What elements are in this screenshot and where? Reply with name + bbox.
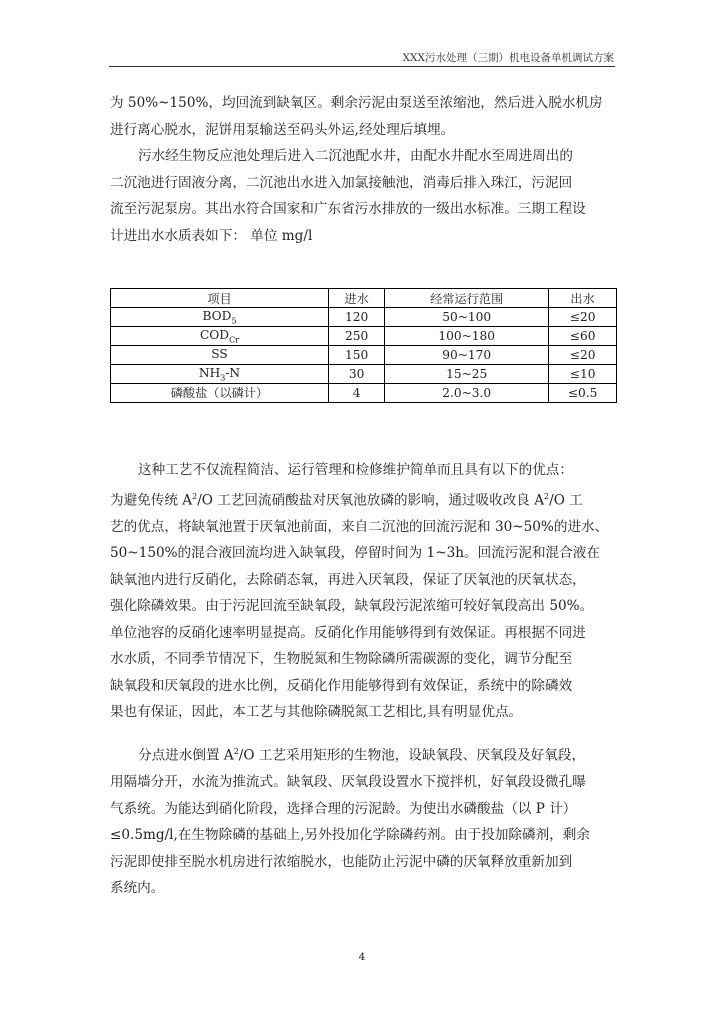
cell-range: 100~180 [385, 327, 549, 346]
cell-range: 90~170 [385, 346, 549, 365]
table-row [111, 365, 617, 384]
text-line: 强化除磷效果。由于污泥回流至缺氧段，缺氧段污泥浓缩可较好氧段高出 50%。 [110, 598, 594, 615]
text-line: 系统内。 [110, 880, 165, 897]
cell-inflow: 4 [329, 384, 385, 403]
page-number: 4 [358, 951, 366, 963]
cell-outflow: ≤10 [549, 365, 617, 384]
column-header-inflow: 进水 [329, 289, 385, 308]
text-line: 这种工艺不仅流程简洁、运行管理和检修维护简单而且具有以下的优点： [138, 462, 573, 478]
text-line: 水水质，不同季节情况下，生物脱氮和生物除磷所需碳源的变化，调节分配至 [110, 651, 573, 668]
text-line: 计进出水水质表如下： 单位 mg/l [110, 227, 313, 244]
cell-item: 磷酸盐（以磷计） [111, 384, 329, 403]
text-line: 缺氧池内进行反硝化，去除硝态氧，再进入厌氧段，保证了厌氧池的厌氧状态， [110, 571, 586, 588]
cell-item: $COD_{Cr}$ [111, 327, 329, 346]
text-line: 分点进水倒置 $A^2/O$ 工艺采用矩形的生物池，设缺氧段、厌氧段及好氧段， [138, 747, 586, 764]
cell-inflow: 150 [329, 346, 385, 365]
column-header-range: 经常运行范围 [385, 289, 549, 308]
cell-item: $BOD_5$ [111, 308, 329, 327]
text-line: 污水经生物反应池处理后进入二沉池配水井，由配水井配水至周进周出的 [138, 148, 573, 164]
advantages-paragraph [110, 457, 616, 726]
effluent-paragraph [110, 143, 616, 249]
water-quality-table [110, 288, 617, 403]
text-line: 果也有保证，因此，本工艺与其他除磷脱氮工艺相比,具有明显优点。 [110, 704, 523, 721]
text-line: 污泥即使排至脱水机房进行浓缩脱水，也能防止污泥中磷的厌氧释放重新加到 [110, 853, 573, 870]
cell-inflow: 30 [329, 365, 385, 384]
text-line: 为避免传统 $A^2/O$ 工艺回流硝酸盐对厌氧池放磷的影响，通过吸收改良 $A^2/O$ 工 [110, 491, 583, 509]
cell-range: 50~100 [385, 308, 549, 327]
cell-item: $NH_3-N$ [111, 365, 329, 384]
text-line: 气系统。为能达到硝化阶段，选择合理的污泥龄。为使出水磷酸盐（以 P 计） [110, 800, 577, 817]
cell-outflow: ≤20 [549, 346, 617, 365]
table-header-row [111, 289, 617, 308]
column-header-outflow: 出水 [549, 289, 617, 308]
text-line: 缺氧段和厌氧段的进水比例，反硝化作用能够得到有效保证，系统中的除磷效 [110, 677, 573, 694]
text-line: 二沉池进行固液分离，二沉池出水进入加氯接触池，消毒后排入珠江，污泥回 [110, 174, 573, 191]
header-rule [109, 66, 615, 67]
text-line: 50~150%的混合液回流均进入缺氧段，停留时间为 1~3h。回流污泥和混合液在 [110, 545, 600, 562]
text-line: 艺的优点，将缺氧池置于厌氧池前面，来自二沉池的回流污泥和 30~50%的进水、 [110, 518, 609, 535]
table-row [111, 346, 617, 365]
cell-outflow: ≤0.5 [549, 384, 617, 403]
cell-outflow: ≤20 [549, 308, 617, 327]
text-line: 进行离心脱水，泥饼用泵输送至码头外运,经处理后填埋。 [110, 121, 455, 138]
table-row [111, 308, 617, 327]
cell-inflow: 250 [329, 327, 385, 346]
table-row [111, 384, 617, 403]
cell-outflow: ≤60 [549, 327, 617, 346]
text-line: 单位池容的反硝化速率明显提高。反硝化作用能够得到有效保证。再根据不同进 [110, 624, 586, 641]
page-header-title: XXX污水处理（三期）机电设备单机调试方案 [402, 52, 614, 64]
intro-paragraph [110, 90, 616, 143]
text-line: 为 50%~150%，均回流到缺氧区。剩余污泥由泵送至浓缩池，然后进入脱水机房 [110, 95, 603, 111]
text-line: ≤0.5mg/l,在生物除磷的基础上,另外投加化学除磷药剂。由于投加除磷剂，剩余 [110, 827, 590, 844]
text-line: 用隔墙分开，水流为推流式。缺氧段、厌氧段设置水下搅拌机，好氧段设微孔曝 [110, 774, 586, 791]
cell-range: 15~25 [385, 365, 549, 384]
process-paragraph [110, 739, 616, 902]
text-line: 流至污泥泵房。其出水符合国家和广东省污水排放的一级出水标准。三期工程设 [110, 201, 586, 217]
cell-range: 2.0~3.0 [385, 384, 549, 403]
cell-item: SS [111, 346, 329, 365]
table-row [111, 327, 617, 346]
cell-inflow: 120 [329, 308, 385, 327]
column-header-item: 项目 [111, 289, 329, 308]
